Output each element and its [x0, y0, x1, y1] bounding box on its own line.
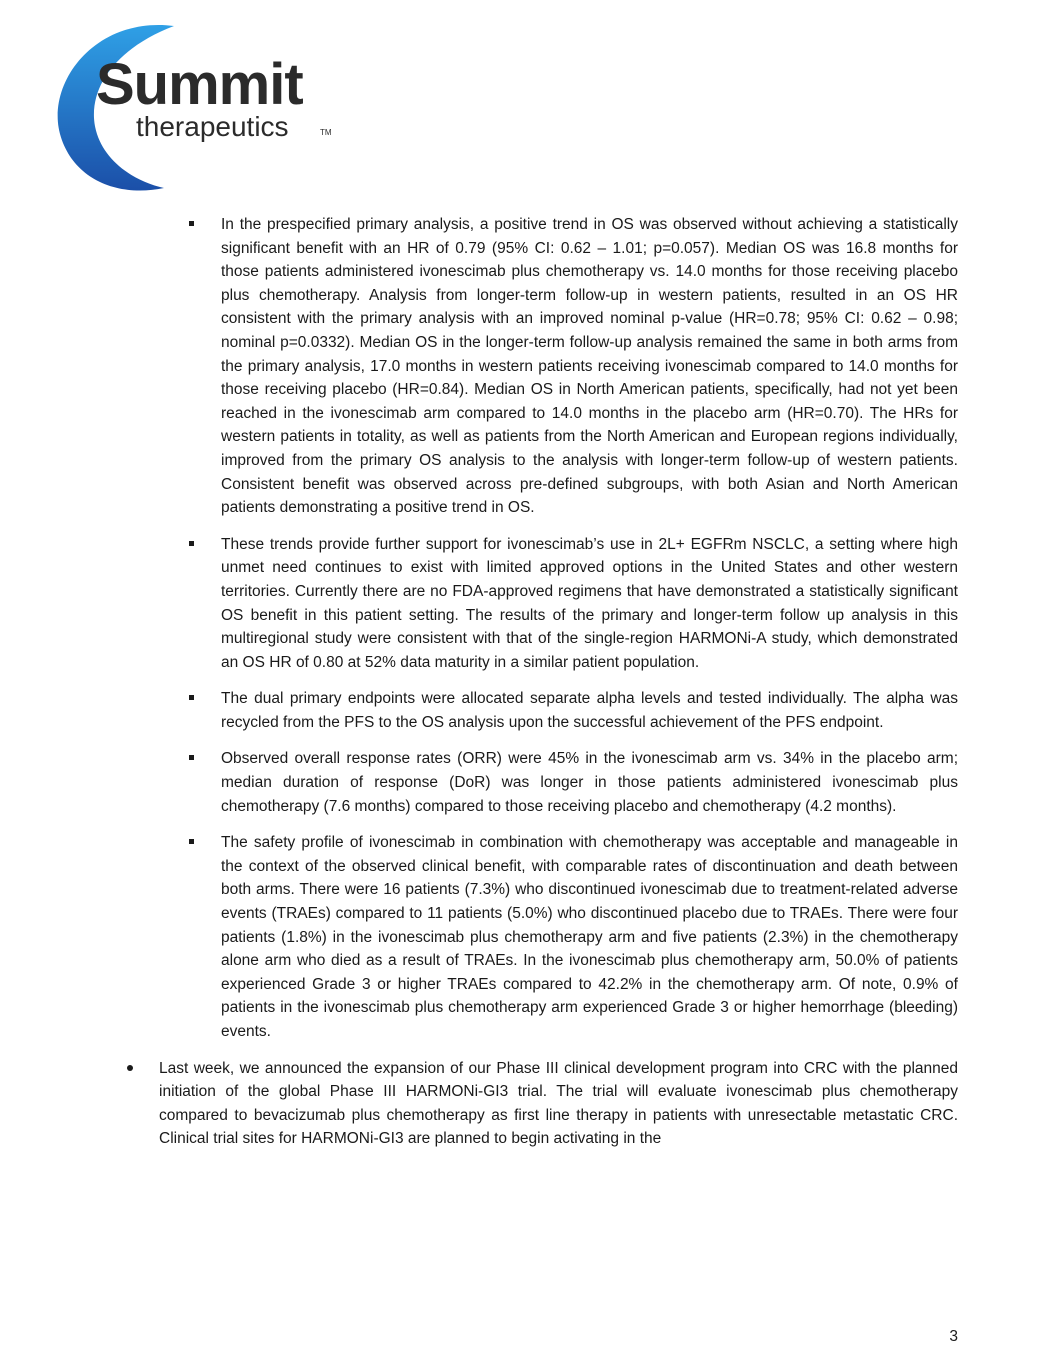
square-bullet-icon — [189, 221, 194, 226]
sub-bullet-text: In the prespecified primary analysis, a positive trend in OS was observed without achieving a statistically significant benefit with an HR of 0.79 (95% CI: 0.62 – 1.01; p=0.057). Median OS was 16.8 months for those patients administered ivonescimab plus chemotherapy vs. 14.0 months for those receiving placebo plus chemotherapy. Analysis from longer-term follow-up in western patients, resulted in an OS HR consistent with the primary analysis with an improved nominal p-value (HR=0.78; 95% CI: 0.62 – 0.98; nominal p=0.0332). Median OS in the longer-term follow-up analysis remained the same in both arms from the primary analysis, 17.0 months in western patients receiving ivonescimab compared to 14.0 months for those receiving placebo (HR=0.84). Median OS in North American patients, specifically, had not yet been reached in the ivonescimab arm compared to 14.0 months in the placebo arm (HR=0.70). The HRs for western patients in totality, as well as patients from the North American and European regions individually, improved from the primary OS analysis to the analysis with longer-term follow-up of western patients. Consistent benefit was observed across pre-defined subgroups, with both Asian and North American patients demonstrating a positive trend in OS. — [221, 216, 958, 517]
square-bullet-icon — [189, 839, 194, 844]
sub-bullet-item — [221, 533, 958, 675]
main-bullet-list — [0, 1057, 1055, 1151]
logo-wordmark-summit: Summit — [96, 52, 303, 117]
sub-bullet-text: Observed overall response rates (ORR) were 45% in the ivonescimab arm vs. 34% in the placebo arm; median duration of response (DoR) was longer in those patients administered ivonescimab plus chemotherapy (7.6 months) compared to those receiving placebo and chemotherapy (4.2 months). — [221, 750, 958, 815]
logo-trademark: TM — [320, 128, 332, 137]
main-bullet-item — [159, 1057, 958, 1151]
sub-bullet-item — [221, 831, 958, 1043]
sub-bullet-list — [0, 213, 1055, 1044]
logo-wordmark-therapeutics: therapeutics — [136, 111, 289, 142]
square-bullet-icon — [189, 541, 194, 546]
sub-bullet-item — [221, 213, 958, 520]
main-bullet-text: Last week, we announced the expansion of our Phase III clinical development program into CRC with the planned initiation of the global Phase III HARMONi-GI3 trial. The trial will evaluate ivonescimab plus chemotherapy compared to bevacizumab plus chemotherapy as first line therapy in patients with unresectable metastatic CRC. Clinical trial sites for HARMONi-GI3 are planned to begin activating in the — [159, 1059, 958, 1148]
document-body — [0, 213, 1055, 1151]
sub-bullet-text: The dual primary endpoints were allocated separate alpha levels and tested individually. The alpha was recycled from the PFS to the OS analysis upon the successful achievement of the PFS endpoint. — [221, 690, 958, 731]
sub-bullet-text: The safety profile of ivonescimab in combination with chemotherapy was acceptable and manageable in the context of the observed clinical benefit, with comparable rates of discontinuation and death between both arms. There were 16 patients (7.3%) who discontinued ivonescimab due to treatment-related adverse events (TRAEs) compared to 11 patients (5.0%) who discontinued placebo due to TRAEs. There were four patients (1.8%) in the ivonescimab plus chemotherapy arm and five patients (2.3%) in the chemotherapy alone arm who died as a result of TRAEs. In the ivonescimab plus chemotherapy arm, 50.0% of patients experienced Grade 3 or higher TRAEs compared to 42.2% in the chemotherapy arm. Of note, 0.9% of patients in the ivonescimab plus chemotherapy arm experienced Grade 3 or higher hemorrhage (bleeding) events. — [221, 834, 958, 1040]
summit-therapeutics-logo — [56, 22, 346, 194]
round-bullet-icon — [127, 1065, 133, 1071]
sub-bullet-text: These trends provide further support for ivonescimab’s use in 2L+ EGFRm NSCLC, a setting where high unmet need continues to exist with limited approved options in the United States and other western territories. Currently there are no FDA-approved regimens that have demonstrated a statistically significant OS benefit in this patient setting. The results of the primary and longer-term follow up analysis in this multiregional study were consistent with that of the single-region HARMONi-A study, which demonstrated an OS HR of 0.80 at 52% data maturity in a similar patient population. — [221, 535, 958, 671]
square-bullet-icon — [189, 695, 194, 700]
sub-bullet-item — [221, 687, 958, 734]
square-bullet-icon — [189, 755, 194, 760]
sub-bullet-item — [221, 747, 958, 818]
page-number: 3 — [949, 1328, 958, 1345]
